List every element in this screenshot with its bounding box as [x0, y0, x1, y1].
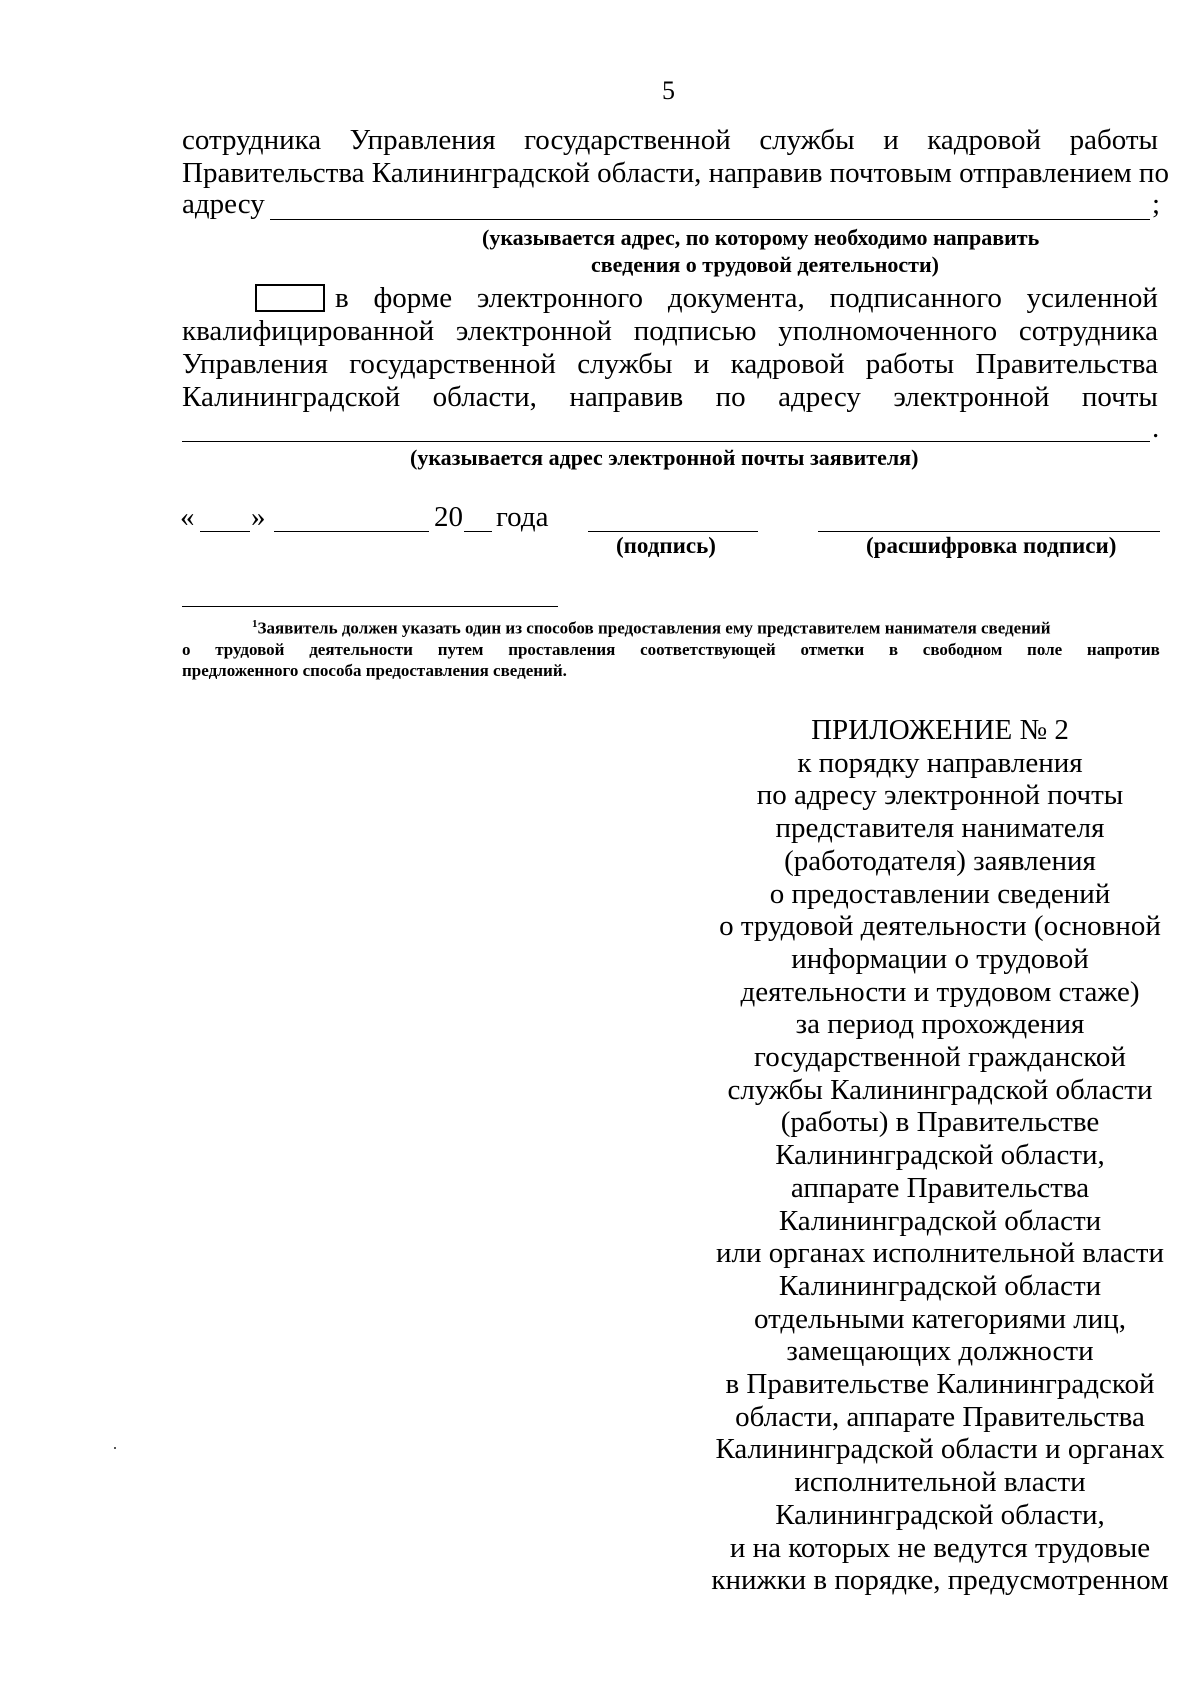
- address-hint-line1: (указывается адрес, по которому необходимо направить: [482, 225, 1040, 250]
- page-number: 5: [662, 76, 675, 105]
- appendix-line: представителя нанимателя: [775, 812, 1105, 845]
- para2-line3-word: Правительства: [975, 348, 1158, 380]
- date-close-quote: »: [251, 501, 266, 533]
- para2-line1-word: в: [335, 282, 349, 314]
- para2-line3-word: Управления: [182, 348, 328, 380]
- para1-line1-word: работы: [1069, 124, 1158, 156]
- footnote-line3: предложенного способа предоставления сведений.: [182, 660, 567, 680]
- appendix-line: Калининградской области и органах: [715, 1433, 1165, 1466]
- para1-line2: Правительства Калининградской области, направив почтовым отправлением по: [182, 157, 1169, 189]
- appendix-line: деятельности и трудовом стаже): [740, 975, 1140, 1008]
- decode-label: (расшифровка подписи): [866, 533, 1117, 558]
- para2-line1-word: электронного: [476, 282, 644, 314]
- para2-line4-word: Калининградской: [182, 381, 401, 413]
- footnote-line2-word: поле: [1027, 639, 1063, 659]
- footnote-line1-text: Заявитель должен указать один из способов предоставления ему представителем нанимателя сведений: [257, 618, 1051, 638]
- year-prefix: 20: [434, 501, 463, 533]
- footnote-line2-word: о: [182, 639, 191, 659]
- footnote-line2-word: свободном: [922, 639, 1003, 659]
- para2-line1-word: усиленной: [1026, 282, 1158, 314]
- option-checkbox[interactable]: [255, 284, 325, 312]
- year-word: года: [496, 501, 549, 533]
- date-open-quote: «: [180, 501, 195, 533]
- para1-line3-label: адресу: [182, 188, 265, 220]
- appendix-line: о предоставлении сведений: [769, 877, 1111, 910]
- para2-line1-word: форме: [373, 282, 453, 314]
- footnote-line2-word: деятельности: [309, 639, 413, 659]
- appendix-line: (работодателя) заявления: [784, 844, 1096, 877]
- footnote-line2-word: отметки: [800, 639, 865, 659]
- para2-line3-word: кадровой: [730, 348, 845, 380]
- para2-line5-end: .: [1152, 412, 1160, 444]
- para2-line4-word: адресу: [778, 381, 861, 413]
- address-underline: [270, 219, 1150, 220]
- para1-line1-word: Управления: [349, 124, 496, 156]
- para2-line2-word: сотрудника: [1018, 315, 1158, 347]
- para2-line2-word: уполномоченного: [778, 315, 998, 347]
- footnote-line2-word: напротив: [1086, 639, 1160, 659]
- email-underline: [182, 441, 1150, 442]
- para1-line1-word: и: [883, 124, 899, 156]
- appendix-line: к порядку направления: [797, 746, 1083, 779]
- para2-line3-word: службы: [577, 348, 673, 380]
- appendix-block: [700, 714, 1180, 1597]
- para1-line1-word: кадровой: [927, 124, 1042, 156]
- para1-line1: [182, 124, 1158, 156]
- footnote-line2-word: путем: [437, 639, 484, 659]
- para2-line3-word: государственной: [349, 348, 556, 380]
- appendix-line: замещающих должности: [786, 1335, 1094, 1368]
- para2-line1-word: подписанного: [829, 282, 1002, 314]
- appendix-line: службы Калининградской области: [727, 1073, 1153, 1106]
- para1-line1-word: службы: [759, 124, 855, 156]
- signature-underline: [588, 531, 758, 532]
- footnote-line2-word: проставления: [508, 639, 616, 659]
- email-hint: (указывается адрес электронной почты заявителя): [410, 445, 919, 470]
- para2-line4: [182, 381, 1158, 413]
- para2-line3-word: и: [693, 348, 710, 380]
- footnote-rule: [182, 606, 558, 607]
- para2-line3: [182, 348, 1158, 380]
- appendix-line: книжки в порядке, предусмотренном: [711, 1564, 1169, 1597]
- para2-line2-word: электронной: [455, 315, 612, 347]
- para2-line2: [182, 315, 1158, 347]
- month-underline: [274, 531, 429, 532]
- appendix-line: аппарате Правительства: [790, 1171, 1090, 1204]
- appendix-line: информации о трудовой: [791, 942, 1089, 975]
- scan-speck: [114, 1447, 116, 1449]
- para1-line1-word: государственной: [524, 124, 731, 156]
- appendix-line: Калининградской области: [778, 1204, 1102, 1237]
- para2-line1: [335, 282, 1158, 314]
- appendix-line: (работы) в Правительстве: [780, 1106, 1100, 1139]
- appendix-line: исполнительной власти: [794, 1466, 1086, 1499]
- para1-line3-end: ;: [1152, 188, 1161, 220]
- day-underline: [200, 531, 250, 532]
- appendix-line: государственной гражданской: [754, 1041, 1126, 1074]
- appendix-line: по адресу электронной почты: [756, 779, 1124, 812]
- appendix-line: Калининградской области,: [775, 1498, 1105, 1531]
- year-underline: [464, 531, 492, 532]
- appendix-line: области, аппарате Правительства: [735, 1400, 1145, 1433]
- footnote-line2-word: соответствующей: [640, 639, 776, 659]
- para2-line4-word: области,: [432, 381, 537, 413]
- footnote-line1: [182, 614, 1160, 639]
- appendix-line: в Правительстве Калининградской: [725, 1368, 1155, 1401]
- address-hint-line2: сведения о трудовой деятельности): [591, 252, 939, 277]
- footnote-line2-word: трудовой: [215, 639, 285, 659]
- appendix-line: о трудовой деятельности (основной: [719, 910, 1161, 943]
- appendix-line: отдельными категориями лиц,: [753, 1302, 1127, 1335]
- appendix-line: и на которых не ведутся трудовые: [729, 1531, 1151, 1564]
- footnote-line2-word: в: [888, 639, 899, 659]
- para2-line4-word: по: [715, 381, 746, 413]
- para2-line1-word: документа,: [667, 282, 805, 314]
- appendix-line: Калининградской области: [778, 1269, 1102, 1302]
- para2-line4-word: почты: [1081, 381, 1158, 413]
- para2-line4-word: электронной: [893, 381, 1050, 413]
- footnote-line2: [182, 639, 1160, 660]
- appendix-line: Калининградской области,: [775, 1139, 1105, 1172]
- footnote-marker: 1: [252, 618, 258, 630]
- appendix-title: ПРИЛОЖЕНИЕ № 2: [811, 714, 1069, 746]
- appendix-line: или органах исполнительной власти: [716, 1237, 1164, 1270]
- para2-line2-word: квалифицированной: [182, 315, 435, 347]
- para2-line4-word: направив: [569, 381, 684, 413]
- decode-underline: [818, 531, 1160, 532]
- appendix-line: за период прохождения: [795, 1008, 1085, 1041]
- para2-line2-word: подписью: [633, 315, 757, 347]
- footnote: [182, 614, 1160, 681]
- para1-line1-word: сотрудника: [182, 124, 322, 156]
- para2-line3-word: работы: [865, 348, 955, 380]
- signature-label: (подпись): [616, 533, 716, 558]
